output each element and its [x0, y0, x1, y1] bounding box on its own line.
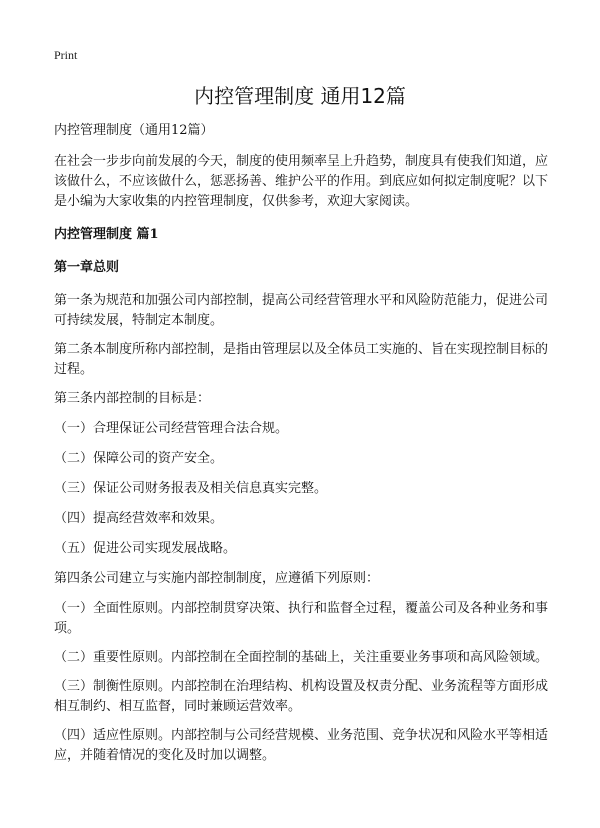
article-4-item: （四）适应性原则。内部控制与公司经营规模、业务范围、竞争状况和风险水平等相适应，并随着情况的变化及时加以调整。	[54, 728, 549, 763]
article-4-item: （二）重要性原则。内部控制在全面控制的基础上，关注重要业务事项和高风险领域。	[54, 650, 549, 665]
section-heading: 内控管理制度 篇1	[54, 227, 159, 242]
document-body	[54, 121, 548, 775]
article-4-item: （三）制衡性原则。内部控制在治理结构、机构设置及权责分配、业务流程等方面形成相互制约、相互监督，同时兼顾运营效率。	[54, 679, 549, 714]
article-3-item: （四）提高经营效率和效果。	[54, 511, 224, 526]
article-3-item: （一）合理保证公司经营管理合法合规。	[54, 421, 289, 436]
article-1: 第一条为规范和加强公司内部控制，提高公司经营管理水平和风险防范能力，促进公司可持续发展，特制定本制度。	[54, 293, 549, 328]
intro-paragraph: 在社会一步步向前发展的今天，制度的使用频率呈上升趋势，制度具有使我们知道，应该做什么，不应该做什么，惩恶扬善、维护公平的作用。到底应如何拟定制度呢？以下是小编为大家收集的内控管理制度，仅供参考，欢迎大家阅读。	[54, 154, 549, 209]
page-title: 内控管理制度 通用12篇	[194, 84, 406, 108]
document-subtitle: 内控管理制度（通用12篇）	[54, 123, 214, 138]
chapter-heading: 第一章总则	[54, 260, 120, 275]
article-4-item: （一）全面性原则。内部控制贯穿决策、执行和监督全过程，覆盖公司及各种业务和事项。	[54, 601, 549, 636]
article-3-item: （三）保证公司财务报表及相关信息真实完整。	[54, 481, 328, 496]
article-4: 第四条公司建立与实施内部控制制度，应遵循下列原则：	[54, 571, 380, 586]
article-3-item: （二）保障公司的资产安全。	[54, 451, 224, 466]
article-3: 第三条内部控制的目标是：	[54, 391, 211, 406]
print-link[interactable]: Print	[54, 48, 78, 62]
article-3-item: （五）促进公司实现发展战略。	[54, 541, 237, 556]
article-2: 第二条本制度所称内部控制，是指由管理层以及全体员工实施的、旨在实现控制目标的过程。	[54, 342, 549, 377]
